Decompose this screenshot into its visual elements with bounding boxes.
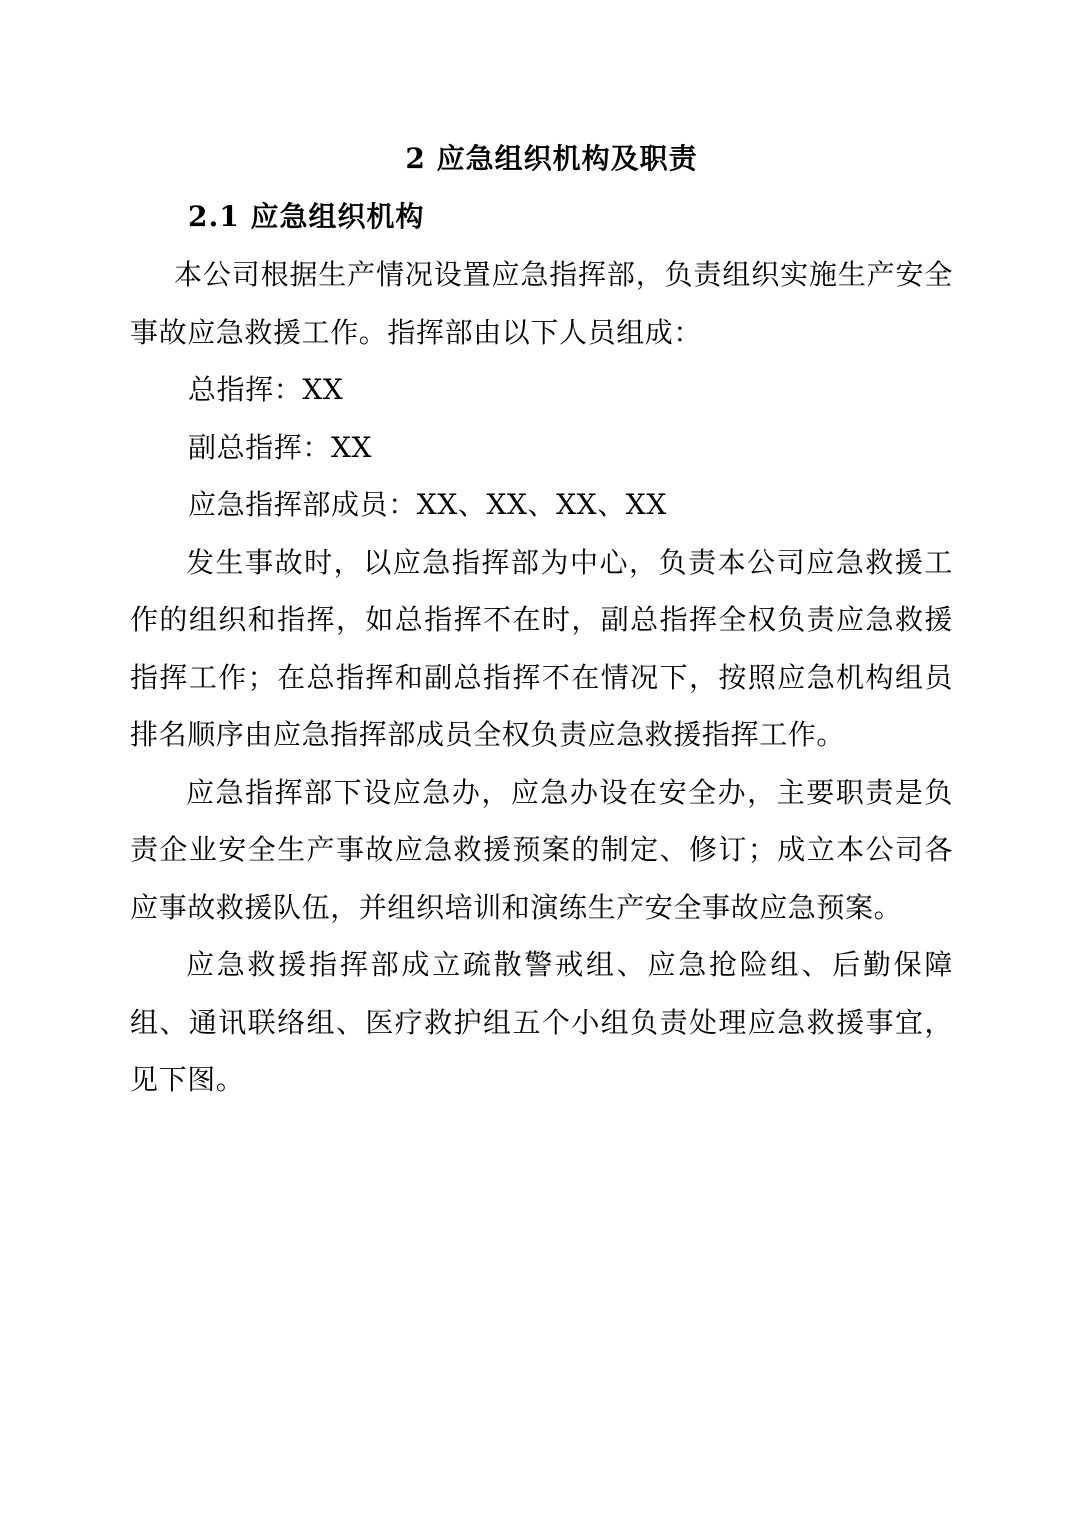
body-paragraph: 应急指挥部下设应急办，应急办设在安全办，主要职责是负责企业安全生产事故应急救援预案的制定、修订；成立本公司各应事故救援队伍，并组织培训和演练生产安全事故应急预案。 — [130, 775, 953, 924]
intro-paragraph: 本公司根据生产情况设置应急指挥部，负责组织实施生产安全事故应急救援工作。指挥部由以下人员组成： — [130, 258, 953, 349]
chapter-title: 2 应急组织机构及职责 — [405, 142, 698, 175]
commander-line: 总指挥：XX — [188, 373, 344, 406]
section-title: 2.1 应急组织机构 — [188, 200, 425, 233]
body-paragraph: 发生事故时，以应急指挥部为中心，负责本公司应急救援工作的组织和指挥，如总指挥不在时，副总指挥全权负责应急救援指挥工作；在总指挥和副总指挥不在情况下，按照应急机构组员排名顺序由应急指挥部成员全权负责应急救援指挥工作。 — [130, 545, 953, 751]
document-body — [130, 130, 953, 1109]
command-members-line: 应急指挥部成员：XX、XX、XX、XX — [188, 488, 667, 521]
body-paragraph: 应急救援指挥部成立疏散警戒组、应急抢险组、后勤保障组、通讯联络组、医疗救护组五个小组负责处理应急救援事宜，见下图。 — [130, 948, 953, 1096]
deputy-commander-line: 副总指挥：XX — [188, 430, 373, 464]
